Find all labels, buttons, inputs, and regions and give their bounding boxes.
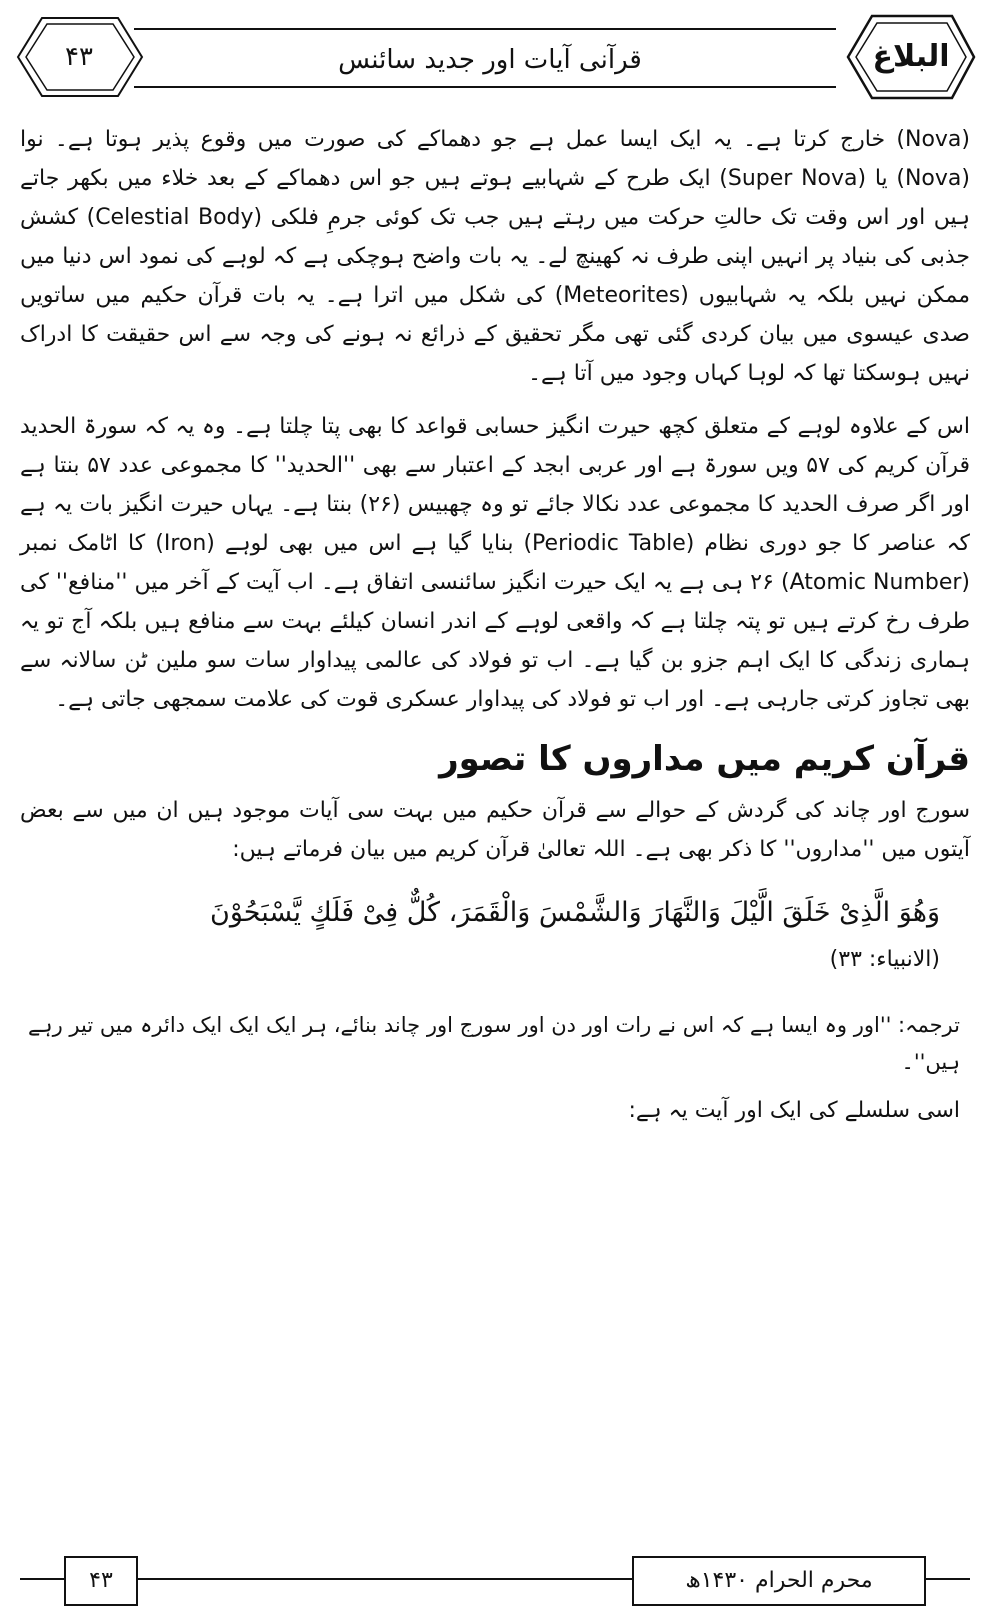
page-number-diamond bbox=[14, 14, 144, 100]
running-title: قرآنی آیات اور جدید سائنس bbox=[338, 45, 642, 75]
paragraph-2: اس کے علاوہ لوہے کے متعلق کچھ حیرت انگیز حسابی قواعد کا بھی پتا چلتا ہے۔ وہ یہ کہ سورۃ الحدید قرآن کریم کی ۵۷ ویں سورۃ ہے اور عربی ابجد کے اعتبار سے بھی ''الحدید'' کا مجموعی عدد ۵۷ بنتا ہے اور اگر صرف الحدید کا مجموعی عدد نکالا جائے تو وہ چھبیس (۲۶) بنتا ہے۔ یہاں حیرت انگیز بات یہ ہے کہ عناصر کا جو دوری نظام (Periodic Table) بنایا گیا ہے اس میں بھی لوہے (Iron) کا اٹامک نمبر (Atomic Number) ۲۶ ہی ہے یہ ایک حیرت انگیز سائنسی اتفاق ہے۔ اب آیت کے آخر میں ''منافع'' کی طرف رخ کرتے ہیں تو پتہ چلتا ہے کہ واقعی لوہے کے اندر انسان کیلئے بہت سے منافع ہیں بلکہ آج تو یہ ہماری زندگی کا ایک اہم جزو بن گیا ہے۔ اب تو فولاد کی عالمی پیداوار سات سو ملین ٹن سالانہ سے بھی تجاوز کرتی جارہی ہے۔ اور اب تو فولاد کی پیداوار عسکری قوت کی علامت سمجھی جاتی ہے۔ bbox=[20, 414, 970, 712]
section-heading: قرآن کریم میں مداروں کا تصور bbox=[439, 739, 970, 779]
magazine-logo: البلاغ bbox=[872, 39, 950, 74]
footer-page-number: ۴۳ bbox=[64, 1556, 138, 1606]
footer-issue-date: محرم الحرام ۱۴۳۰ھ bbox=[632, 1556, 926, 1606]
header-rule-top bbox=[134, 28, 836, 30]
quran-verse: وَهُوَ الَّذِىْ خَلَقَ الَّيْلَ وَالنَّهَارَ وَالشَّمْسَ وَالْقَمَرَ، كُلٌّ فِىْ فَلَكٍ يَّسْبَحُوْنَ bbox=[210, 897, 940, 928]
page-footer bbox=[0, 1550, 990, 1610]
closing-line: اسی سلسلے کی ایک اور آیت یہ ہے: bbox=[628, 1098, 960, 1123]
footer-rule-middle bbox=[136, 1578, 632, 1580]
footer-rule-left bbox=[20, 1578, 64, 1580]
verse-translation: ترجمہ: ''اور وہ ایسا ہے کہ اس نے رات اور دن اور سورج اور چاند بنائے، ہر ایک ایک ایک دائرہ میں تیر رہے ہیں''۔ bbox=[27, 1013, 960, 1074]
paragraph-1: (Nova) خارج کرتا ہے۔ یہ ایک ایسا عمل ہے جو دھماکے کی صورت میں وقوع پذیر ہوتا ہے۔ نوا (Nova) یا (Super Nova) ایک طرح کے شہابیے ہوتے ہیں جو اس دھماکے کے بعد خلاء میں بکھر جاتے ہیں اور اس وقت تک حالتِ حرکت میں رہتے ہیں جب تک کوئی جرمِ فلکی (Celestial Body) کشش جذبی کی بنیاد پر انہیں اپنی طرف نہ کھینچ لے۔ یہ بات واضح ہوچکی ہے کہ لوہے کی نمود اس دنیا میں ممکن نہیں بلکہ یہ شہابیوں (Meteorites) کی شکل میں اترا ہے۔ یہ بات قرآن حکیم میں ساتویں صدی عیسوی میں بیان کردی گئی تھی مگر تحقیق کے ذرائع نہ ہونے کی وجہ سے اس حقیقت کا ادراک نہیں ہوسکتا تھا کہ لوہا کہاں وجود میں آتا ہے۔ bbox=[20, 127, 970, 386]
logo-diamond bbox=[846, 14, 976, 100]
header-rule-bottom bbox=[134, 86, 836, 88]
page-header bbox=[14, 14, 976, 104]
footer-rule-right bbox=[924, 1578, 970, 1580]
verse-reference: (الانبیاء: ۳۳) bbox=[829, 947, 940, 972]
paragraph-3: سورج اور چاند کی گردش کے حوالے سے قرآن حکیم میں بہت سی آیات موجود ہیں ان میں سے بعض آیتوں میں ''مداروں'' کا ذکر بھی ہے۔ اللہ تعالیٰ قرآن کریم میں بیان فرماتے ہیں: bbox=[20, 798, 970, 862]
article-body bbox=[20, 120, 970, 1130]
header-page-number: ۴۳ bbox=[65, 42, 93, 72]
